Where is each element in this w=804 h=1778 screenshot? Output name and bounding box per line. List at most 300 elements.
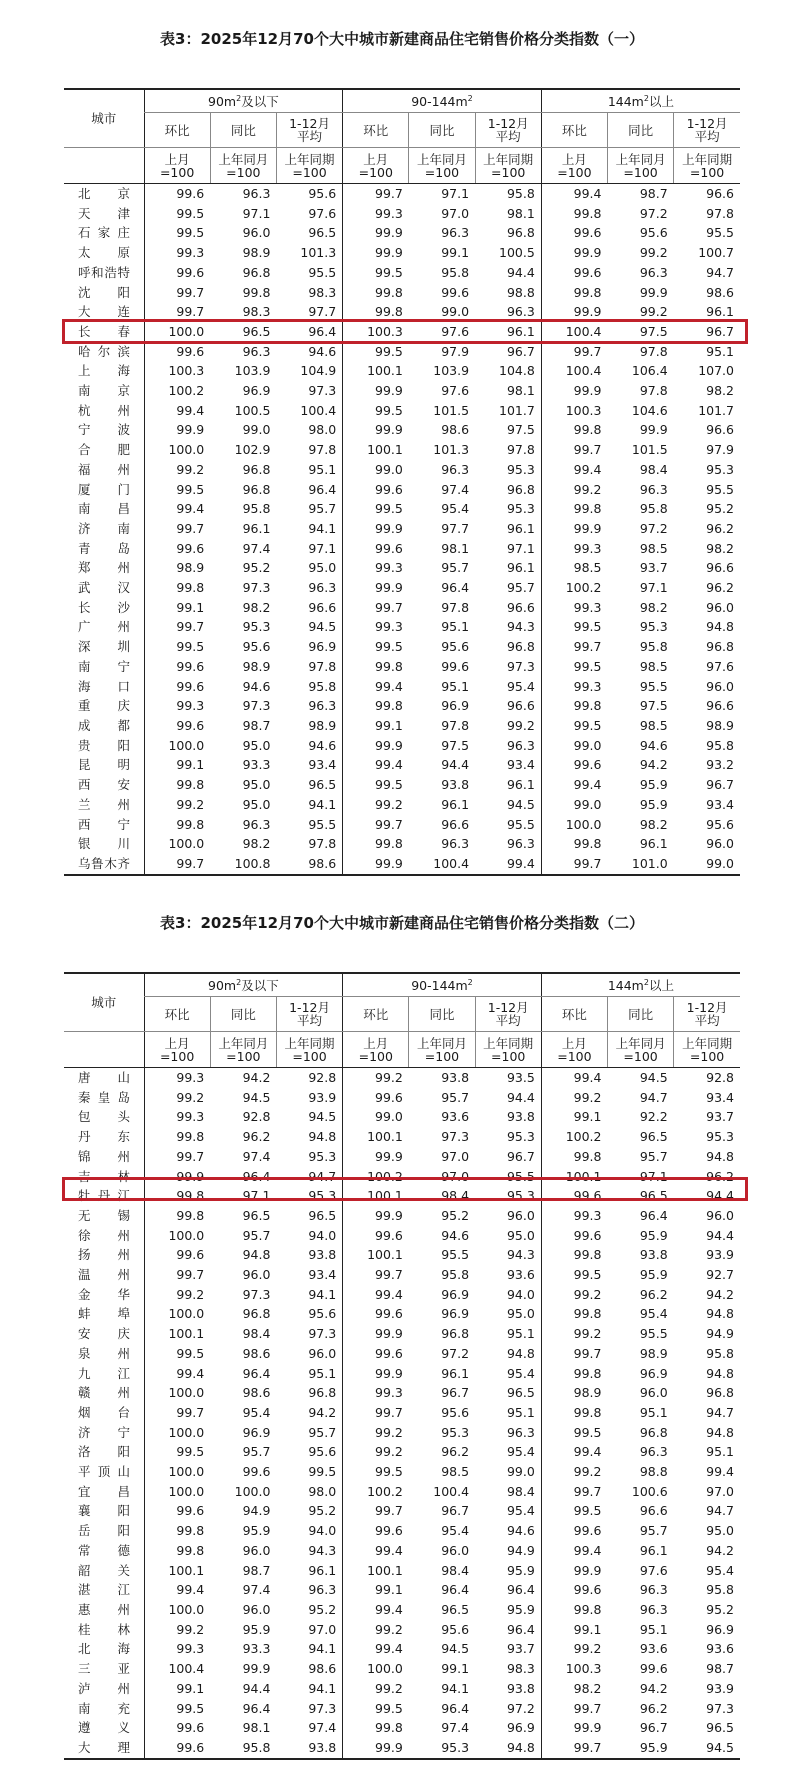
index-value: 95.4 [506, 1444, 535, 1460]
index-value: 98.3 [506, 1661, 535, 1677]
city-name: 厦门 [78, 481, 130, 497]
index-value: 99.1 [441, 245, 470, 261]
index-value: 101.7 [698, 402, 734, 418]
table-row [64, 223, 740, 243]
table-row [64, 480, 740, 500]
index-value: 96.8 [506, 225, 535, 241]
index-value: 95.7 [308, 501, 337, 517]
index-value: 99.4 [541, 184, 607, 204]
city-name: 深圳 [78, 639, 130, 655]
index-value: 100.0 [144, 322, 210, 342]
city-name: 郑州 [78, 560, 130, 576]
index-value: 99.9 [343, 420, 409, 440]
index-value: 95.7 [639, 1523, 668, 1539]
index-value: 99.9 [639, 284, 668, 300]
index-value: 99.3 [144, 1639, 210, 1659]
index-value: 99.2 [639, 304, 668, 320]
index-value: 96.4 [242, 1700, 271, 1716]
index-value: 94.0 [308, 1523, 337, 1539]
index-value: 95.7 [308, 1424, 337, 1440]
index-value: 94.8 [706, 1148, 734, 1164]
index-value: 96.0 [706, 599, 734, 615]
index-value: 96.0 [242, 225, 271, 241]
index-value: 95.8 [506, 186, 535, 201]
index-value: 94.5 [674, 1738, 740, 1759]
index-value: 98.1 [506, 205, 535, 221]
index-value: 99.4 [541, 1068, 607, 1088]
index-value: 95.6 [308, 186, 337, 201]
city-name: 北海 [78, 1641, 130, 1657]
index-value: 99.3 [541, 677, 607, 697]
index-value: 95.6 [441, 1404, 470, 1420]
index-value: 96.7 [506, 1148, 535, 1164]
index-value: 96.1 [441, 796, 470, 812]
index-value: 98.8 [506, 284, 535, 300]
index-value: 95.7 [242, 1227, 271, 1243]
index-value: 93.8 [506, 1109, 535, 1125]
city-name: 牡丹江 [78, 1188, 130, 1204]
index-value: 95.8 [706, 1345, 734, 1361]
index-value: 99.3 [144, 1107, 210, 1127]
header-base: 上年同月 =100 [409, 148, 475, 184]
index-value: 96.1 [506, 777, 535, 793]
index-value: 98.6 [242, 1385, 271, 1401]
index-value: 99.9 [343, 519, 409, 539]
index-value: 99.5 [541, 657, 607, 677]
index-value: 99.8 [144, 815, 210, 835]
index-value: 97.5 [639, 323, 668, 339]
index-value: 97.4 [242, 1148, 271, 1164]
index-value: 95.1 [639, 1621, 668, 1637]
index-value: 97.9 [441, 343, 470, 359]
table-row [64, 1383, 740, 1403]
index-value: 102.9 [234, 442, 271, 458]
index-value: 96.3 [441, 225, 470, 241]
index-value: 103.9 [234, 363, 271, 379]
index-value: 99.7 [541, 1482, 607, 1502]
index-value: 99.9 [343, 854, 409, 875]
index-value: 95.8 [639, 639, 668, 655]
index-value: 95.5 [706, 481, 734, 497]
index-value: 96.3 [242, 816, 271, 832]
index-value: 100.5 [234, 402, 271, 418]
index-value: 99.8 [144, 1127, 210, 1147]
index-value: 96.2 [639, 1700, 668, 1716]
index-value: 97.1 [639, 1168, 668, 1184]
index-value: 95.2 [308, 1503, 337, 1519]
price-index-table [64, 88, 740, 876]
index-value: 96.2 [441, 1444, 470, 1460]
index-value: 96.9 [242, 383, 271, 399]
index-value: 98.0 [308, 422, 337, 438]
index-value: 95.1 [506, 1404, 535, 1420]
index-value: 99.2 [541, 480, 607, 500]
index-value: 99.6 [441, 284, 470, 300]
index-value: 97.1 [506, 540, 535, 556]
index-value: 96.8 [242, 264, 271, 280]
index-value: 99.2 [506, 717, 535, 733]
index-value: 99.8 [541, 420, 607, 440]
index-value: 95.6 [308, 1306, 337, 1322]
table-row [64, 1639, 740, 1659]
index-value: 99.6 [343, 480, 409, 500]
index-value: 99.3 [343, 204, 409, 224]
index-value: 94.7 [308, 1168, 337, 1184]
index-value: 94.5 [639, 1070, 668, 1085]
index-value: 95.2 [706, 1601, 734, 1617]
index-value: 96.4 [639, 1207, 668, 1223]
index-value: 96.4 [506, 1621, 535, 1637]
index-value: 96.1 [506, 560, 535, 576]
index-value: 93.8 [639, 1247, 668, 1263]
index-value: 95.1 [706, 1444, 734, 1460]
index-value: 99.2 [541, 1324, 607, 1344]
index-value: 99.5 [541, 716, 607, 736]
index-value: 97.3 [308, 1700, 337, 1716]
index-value: 97.2 [639, 205, 668, 221]
index-value: 99.8 [144, 1541, 210, 1561]
index-value: 94.6 [441, 1227, 470, 1243]
index-value: 95.1 [441, 619, 470, 635]
city-name: 昆明 [78, 757, 130, 773]
header-base: 上月 =100 [144, 148, 210, 184]
index-value: 99.8 [144, 1186, 210, 1206]
index-value: 99.4 [343, 1541, 409, 1561]
index-value: 101.5 [433, 402, 470, 418]
index-value: 96.5 [706, 1720, 734, 1736]
index-value: 96.6 [706, 186, 734, 201]
index-value: 95.4 [506, 1503, 535, 1519]
table-row [64, 1600, 740, 1620]
index-value: 98.6 [276, 854, 342, 875]
index-value: 98.7 [639, 186, 668, 201]
city-name: 九江 [78, 1365, 130, 1381]
index-value: 97.8 [506, 442, 535, 458]
city-name: 遵义 [78, 1720, 130, 1736]
index-value: 98.7 [242, 717, 271, 733]
index-value: 93.9 [706, 1247, 734, 1263]
index-value: 95.3 [308, 1148, 337, 1164]
index-value: 94.8 [706, 619, 734, 635]
index-value: 95.8 [639, 501, 668, 517]
index-value: 94.1 [308, 1286, 337, 1302]
index-value: 96.3 [506, 304, 535, 320]
index-value: 101.3 [300, 245, 337, 261]
index-value: 99.1 [541, 1620, 607, 1640]
city-name: 沈阳 [78, 284, 130, 300]
city-name: 青岛 [78, 540, 130, 556]
header-metric: 环比 [343, 113, 409, 148]
header-metric: 环比 [144, 113, 210, 148]
index-value: 99.7 [541, 440, 607, 460]
index-value: 99.5 [144, 480, 210, 500]
index-value: 96.6 [308, 599, 337, 615]
index-value: 99.2 [343, 795, 409, 815]
index-value: 96.6 [706, 422, 734, 438]
city-name: 西安 [78, 777, 130, 793]
index-value: 95.6 [441, 639, 470, 655]
index-value: 99.4 [144, 1364, 210, 1384]
index-value: 94.4 [242, 1680, 271, 1696]
index-value: 99.8 [144, 775, 210, 795]
index-value: 98.2 [639, 599, 668, 615]
index-value: 94.8 [706, 1424, 734, 1440]
index-value: 94.7 [706, 264, 734, 280]
index-value: 99.8 [242, 284, 271, 300]
table-row [64, 539, 740, 559]
table-row [64, 558, 740, 578]
index-value: 95.8 [706, 737, 734, 753]
city-name: 呼和浩特 [78, 264, 130, 280]
index-value: 100.2 [144, 381, 210, 401]
index-value: 95.3 [441, 1424, 470, 1440]
table-row [64, 637, 740, 657]
city-name: 无锡 [78, 1207, 130, 1223]
city-name: 上海 [78, 363, 130, 379]
table-row [64, 795, 740, 815]
index-value: 96.2 [242, 1129, 271, 1145]
city-name: 徐州 [78, 1227, 130, 1243]
index-value: 95.3 [308, 1188, 337, 1204]
index-value: 95.5 [506, 1168, 535, 1184]
index-value: 94.7 [639, 1089, 668, 1105]
header-base: 上年同月 =100 [409, 1032, 475, 1068]
index-value: 95.8 [210, 1738, 276, 1759]
index-value: 94.6 [308, 343, 337, 359]
city-name: 南充 [78, 1700, 130, 1716]
index-value: 97.1 [242, 1188, 271, 1204]
table-row [64, 1088, 740, 1108]
index-value: 97.3 [242, 580, 271, 596]
index-value: 99.8 [541, 204, 607, 224]
table-row [64, 1245, 740, 1265]
index-value: 98.7 [242, 1562, 271, 1578]
header-metric: 环比 [541, 997, 607, 1032]
index-value: 94.1 [308, 520, 337, 536]
index-value: 98.1 [506, 383, 535, 399]
index-value: 99.2 [541, 1088, 607, 1108]
table-row [64, 184, 740, 204]
index-value: 99.7 [144, 854, 210, 875]
header-area-group: $144m^2$以上 [541, 89, 740, 113]
index-value: 96.1 [639, 836, 668, 852]
index-value: 96.8 [242, 1306, 271, 1322]
index-value: 99.0 [343, 1107, 409, 1127]
header-metric: 1-12月 平均 [674, 113, 740, 148]
index-value: 99.6 [541, 1186, 607, 1206]
index-value: 97.6 [706, 658, 734, 674]
index-value: 99.2 [144, 1285, 210, 1305]
index-value: 96.7 [506, 343, 535, 359]
index-value: 95.4 [441, 501, 470, 517]
header-base: 上年同期 =100 [276, 1032, 342, 1068]
index-value: 96.3 [639, 1582, 668, 1598]
table-row [64, 1403, 740, 1423]
index-value: 96.5 [506, 1385, 535, 1401]
city-name: 惠州 [78, 1601, 130, 1617]
index-value: 94.2 [639, 757, 668, 773]
index-value: 99.5 [343, 499, 409, 519]
index-value: 97.0 [308, 1621, 337, 1637]
index-value: 99.2 [639, 245, 668, 261]
index-value: 96.9 [308, 639, 337, 655]
table-row [64, 815, 740, 835]
index-value: 98.2 [639, 816, 668, 832]
city-name: 韶关 [78, 1562, 130, 1578]
index-value: 96.5 [242, 1207, 271, 1223]
index-value: 100.3 [343, 322, 409, 342]
index-value: 97.8 [706, 205, 734, 221]
index-value: 98.7 [706, 1661, 734, 1677]
index-value: 99.0 [674, 854, 740, 875]
index-value: 95.0 [506, 1306, 535, 1322]
index-value: 95.5 [639, 1326, 668, 1342]
index-value: 101.0 [608, 854, 674, 875]
index-value: 94.1 [308, 1680, 337, 1696]
index-value: 96.5 [639, 1188, 668, 1204]
index-value: 95.8 [441, 1267, 470, 1283]
index-value: 95.7 [506, 580, 535, 596]
table-row [64, 1561, 740, 1581]
index-value: 99.2 [343, 1620, 409, 1640]
index-value: 94.8 [706, 1306, 734, 1322]
index-value: 97.8 [308, 442, 337, 458]
city-name: 扬州 [78, 1247, 130, 1263]
table-row [64, 322, 740, 342]
index-value: 99.2 [144, 460, 210, 480]
index-value: 93.7 [506, 1641, 535, 1657]
index-value: 100.1 [343, 1127, 409, 1147]
header-metric: 1-12月 平均 [276, 113, 342, 148]
index-value: 96.1 [506, 323, 535, 339]
index-value: 95.2 [242, 560, 271, 576]
city-name: 秦皇岛 [78, 1089, 130, 1105]
table-row [64, 1541, 740, 1561]
index-value: 97.7 [441, 520, 470, 536]
index-value: 106.4 [631, 363, 668, 379]
index-value: 95.3 [242, 619, 271, 635]
index-value: 97.4 [441, 481, 470, 497]
index-value: 99.5 [308, 1464, 337, 1480]
city-name: 石家庄 [78, 225, 130, 241]
index-value: 96.5 [308, 225, 337, 241]
index-value: 97.9 [706, 442, 734, 458]
table-row [64, 1364, 740, 1384]
index-value: 99.2 [541, 1639, 607, 1659]
index-value: 96.9 [441, 698, 470, 714]
index-value: 96.1 [506, 520, 535, 536]
index-value: 95.5 [308, 264, 337, 280]
index-value: 97.0 [441, 1148, 470, 1164]
index-value: 96.9 [441, 1286, 470, 1302]
index-value: 96.4 [242, 1365, 271, 1381]
index-value: 96.3 [242, 186, 271, 201]
index-value: 97.3 [441, 1129, 470, 1145]
table-row [64, 263, 740, 283]
header-metric: 同比 [608, 997, 674, 1032]
index-value: 107.0 [698, 363, 734, 379]
index-value: 99.9 [541, 302, 607, 322]
index-value: 95.3 [706, 461, 734, 477]
index-value: 92.2 [639, 1109, 668, 1125]
table-row [64, 440, 740, 460]
index-value: 94.6 [506, 1523, 535, 1539]
index-value: 99.8 [541, 696, 607, 716]
index-value: 99.9 [343, 1738, 409, 1759]
header-metric: 1-12月 平均 [674, 997, 740, 1032]
index-value: 99.2 [343, 1068, 409, 1088]
index-value: 97.7 [308, 304, 337, 320]
city-name: 西宁 [78, 816, 130, 832]
table-row [64, 1324, 740, 1344]
city-name: 吉林 [78, 1168, 130, 1184]
index-value: 95.4 [706, 1562, 734, 1578]
index-value: 95.4 [506, 1365, 535, 1381]
index-value: 98.3 [242, 304, 271, 320]
header-base: 上月 =100 [541, 148, 607, 184]
index-value: 101.7 [499, 402, 535, 418]
index-value: 96.6 [506, 599, 535, 615]
index-value: 99.9 [541, 1718, 607, 1738]
city-name: 济宁 [78, 1424, 130, 1440]
index-value: 100.3 [144, 361, 210, 381]
index-value: 99.1 [144, 598, 210, 618]
index-value: 98.4 [441, 1188, 470, 1204]
header-base: 上年同期 =100 [674, 1032, 740, 1068]
index-value: 94.7 [706, 1503, 734, 1519]
city-name: 泉州 [78, 1345, 130, 1361]
index-value: 93.6 [441, 1109, 470, 1125]
index-value: 97.4 [308, 1720, 337, 1736]
index-value: 99.3 [541, 539, 607, 559]
header-blank [64, 148, 144, 184]
index-value: 99.5 [144, 637, 210, 657]
table-row [64, 401, 740, 421]
index-value: 99.7 [144, 1403, 210, 1423]
header-metric: 环比 [541, 113, 607, 148]
header-area-group: $90-144m^2$ [343, 89, 542, 113]
header-blank [64, 1032, 144, 1068]
index-value: 99.6 [541, 1580, 607, 1600]
city-name: 襄阳 [78, 1503, 130, 1519]
index-value: 95.4 [506, 678, 535, 694]
index-value: 99.9 [144, 420, 210, 440]
index-value: 99.4 [343, 677, 409, 697]
table-row [64, 1186, 740, 1206]
header-area-group: $90m^2$及以下 [144, 973, 343, 997]
index-value: 99.5 [343, 775, 409, 795]
index-value: 95.9 [639, 1267, 668, 1283]
index-value: 97.1 [308, 540, 337, 556]
city-name: 宜昌 [78, 1483, 130, 1499]
index-value: 96.9 [706, 1621, 734, 1637]
index-value: 96.5 [308, 777, 337, 793]
index-value: 99.5 [343, 401, 409, 421]
table-row [64, 1679, 740, 1699]
index-value: 99.8 [144, 1206, 210, 1226]
index-value: 100.3 [541, 401, 607, 421]
index-value: 97.2 [639, 520, 668, 536]
index-value: 99.5 [541, 1501, 607, 1521]
city-name: 长春 [78, 323, 130, 339]
index-value: 97.2 [441, 1345, 470, 1361]
index-value: 99.6 [343, 1521, 409, 1541]
index-value: 95.4 [639, 1306, 668, 1322]
table-row [64, 1580, 740, 1600]
index-value: 99.7 [343, 815, 409, 835]
index-value: 95.5 [506, 816, 535, 832]
index-value: 99.9 [343, 736, 409, 756]
